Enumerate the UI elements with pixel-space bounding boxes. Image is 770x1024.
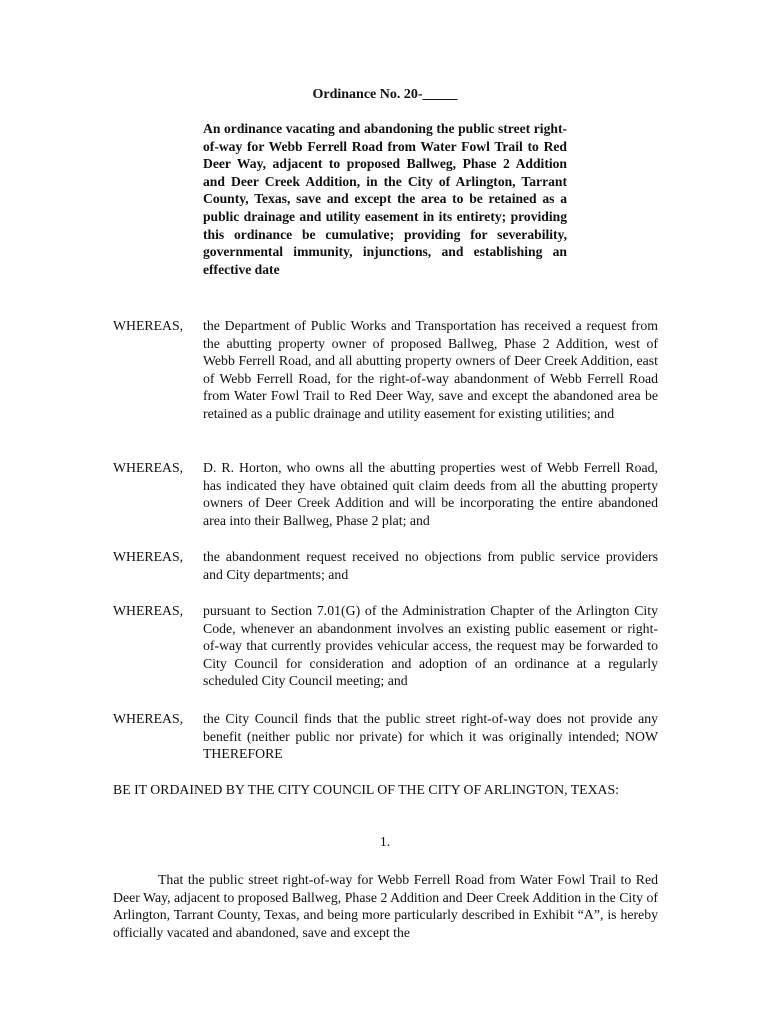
ordinance-caption: An ordinance vacating and abandoning the public street right-of-way for Webb Ferrell Road from Water Fowl Trail to Red Deer Way, adjacent to proposed Ballweg, Phase 2 Addition and Deer Creek Addition, in the City of Arlington, Tarrant County, Texas, save and except the area to be retained as a public drainage and utility easement in its entirety; providing this ordinance be cumulative; providing for severability, governmental immunity, injunctions, and establishing an effective date: [203, 121, 567, 277]
whereas-label: WHEREAS,: [113, 603, 184, 618]
whereas-clause-4: [113, 602, 658, 690]
section-number: 1.: [379, 834, 391, 849]
ordinance-title: Ordinance No. 20-_____: [312, 87, 458, 102]
whereas-text: D. R. Horton, who owns all the abutting properties west of Webb Ferrell Road, has indicated they have obtained quit claim deeds from all the abutting property owners of Deer Creek Addition and will be incorporating the entire abandoned area into their Ballweg, Phase 2 plat; and: [203, 460, 658, 528]
whereas-clause-2: [113, 459, 658, 529]
whereas-clause-3: [113, 548, 658, 583]
whereas-label: WHEREAS,: [113, 549, 184, 564]
section-body: That the public street right-of-way for Webb Ferrell Road from Water Fowl Trail to Red Deer Way, adjacent to proposed Ballweg, Phase 2 Addition and Deer Creek Addition in the City of Arlington, Tarrant County, Texas, and being more particularly described in Exhibit “A”, is hereby officially vacated and abandoned, save and except the: [113, 872, 658, 940]
whereas-label: WHEREAS,: [113, 318, 184, 333]
whereas-text: the abandonment request received no objections from public service providers and City departments; and: [203, 549, 658, 582]
whereas-clause-5: [113, 710, 658, 763]
whereas-label: WHEREAS,: [113, 460, 184, 475]
whereas-clause-1: [113, 317, 658, 423]
whereas-text: pursuant to Section 7.01(G) of the Administration Chapter of the Arlington City Code, whenever an abandonment involves an existing public easement or right-of-way that currently provides vehicular access, the request may be forwarded to City Council for consideration and adoption of an ordinance at a regularly scheduled City Council meeting; and: [203, 603, 658, 689]
whereas-text: the Department of Public Works and Transportation has received a request from the abutting property owner of proposed Ballweg, Phase 2 Addition, west of Webb Ferrell Road, and all abutting property owners of Deer Creek Addition, east of Webb Ferrell Road, for the right-of-way abandonment of Webb Ferrell Road from Water Fowl Trail to Red Deer Way, save and except the abandoned area be retained as a public drainage and utility easement for existing utilities; and: [203, 318, 658, 421]
ordained-statement: BE IT ORDAINED BY THE CITY COUNCIL OF THE CITY OF ARLINGTON, TEXAS:: [113, 782, 620, 797]
whereas-label: WHEREAS,: [113, 711, 184, 726]
whereas-text: the City Council finds that the public street right-of-way does not provide any benefit (neither public nor private) for which it was originally intended; NOW THEREFORE: [203, 711, 658, 762]
